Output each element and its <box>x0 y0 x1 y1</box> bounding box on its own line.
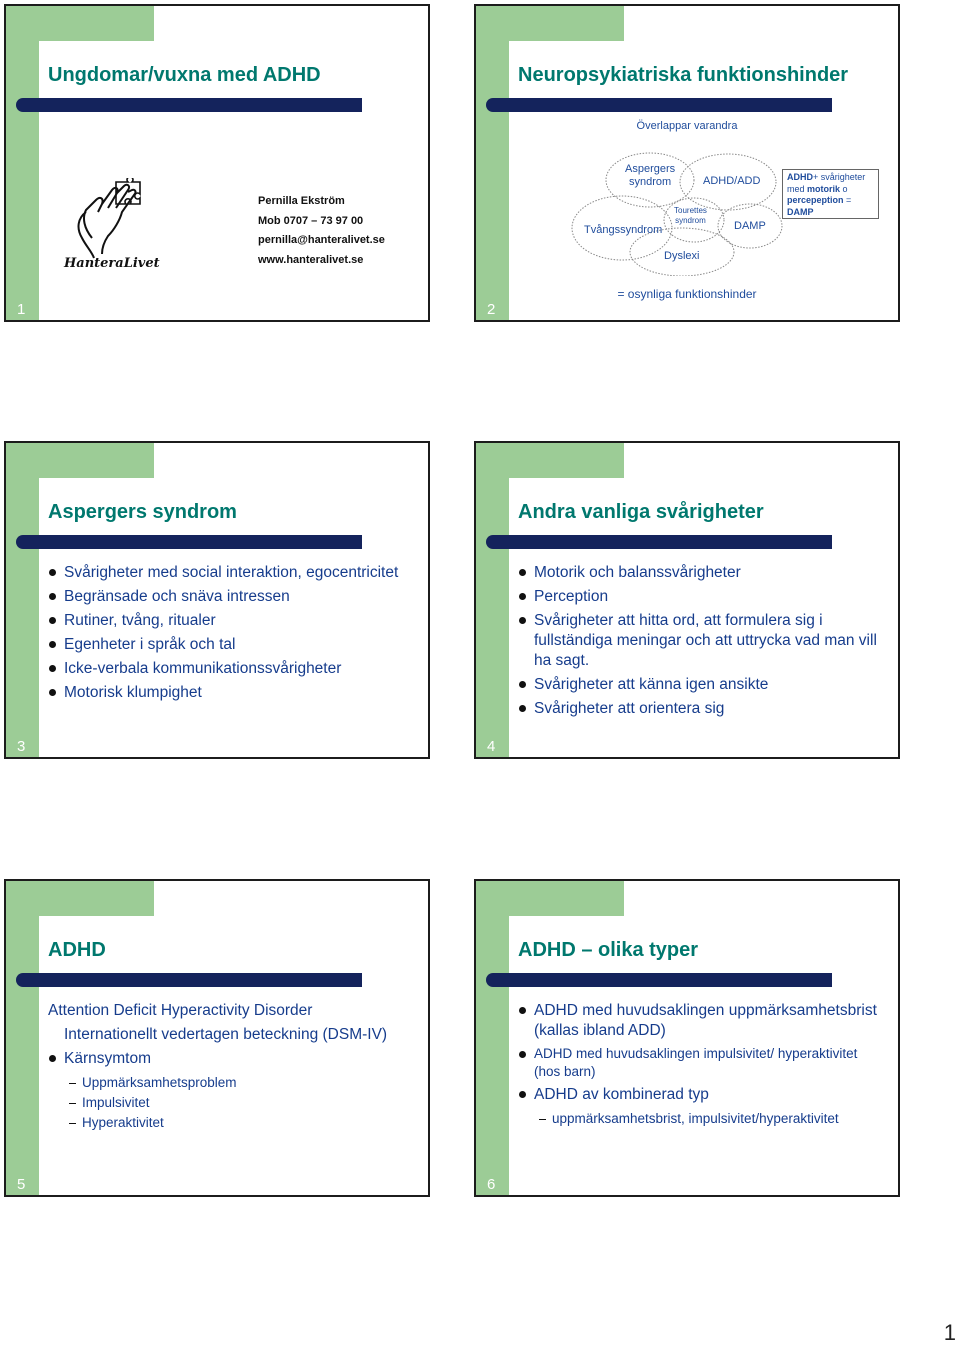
slide-number: 2 <box>487 301 496 318</box>
bullet-item: Svårigheter med social interaktion, egocentricitet <box>48 563 414 583</box>
box-line2-pre: med <box>787 183 808 194</box>
bullet-item: ADHD med huvudsaklingen impulsivitet/ hyperaktivitet (hos barn) <box>518 1045 884 1081</box>
venn-label-dyslexi: Dyslexi <box>664 250 700 262</box>
venn-label-aspergers: Aspergers syndrom <box>625 163 676 188</box>
slide-accent-left <box>6 881 39 1195</box>
slide-5 <box>4 879 430 1197</box>
slide-accent-left <box>476 6 509 320</box>
slide-number: 1 <box>17 301 26 318</box>
bullet-item: Rutiner, tvång, ritualer <box>48 611 414 631</box>
title-underline-bar <box>16 98 362 112</box>
venn-label-damp: DAMP <box>734 220 766 232</box>
slide-2 <box>474 4 900 322</box>
contact-phone: Mob 0707 – 73 97 00 <box>258 214 364 227</box>
slide-title: Andra vanliga svårigheter <box>518 501 764 523</box>
bullet-item: Svårigheter att känna igen ansikte <box>518 675 884 695</box>
venn-label-adhd-add: ADHD/ADD <box>703 175 761 187</box>
sub-bullet-item: Hyperaktivitet <box>48 1113 414 1133</box>
slide-accent-left <box>476 443 509 757</box>
slide-title: Ungdomar/vuxna med ADHD <box>48 64 321 86</box>
box-perception: percepeption <box>787 195 844 205</box>
title-underline-bar <box>16 973 362 987</box>
box-line3-rest: = <box>843 195 852 205</box>
hand-puzzle-logo-icon <box>68 178 144 262</box>
bullet-item: Svårigheter att orientera sig <box>518 699 884 719</box>
bullet-item: Kärnsymtom <box>48 1049 414 1069</box>
sub-bullet-item: Impulsivitet <box>48 1093 414 1113</box>
contact-name: Pernilla Ekström <box>258 195 345 207</box>
slide-title: ADHD <box>48 939 106 961</box>
slide-1 <box>4 4 430 322</box>
page-number: 1 <box>943 1320 956 1345</box>
slide-number: 4 <box>487 738 496 755</box>
slide-body <box>48 1001 414 1133</box>
contact-info <box>258 192 385 270</box>
title-underline-bar <box>486 973 832 987</box>
slide-body <box>48 563 414 707</box>
slide-accent-left <box>6 443 39 757</box>
slide-body <box>518 1001 884 1129</box>
damp-definition-box <box>782 169 879 219</box>
footer-note: = osynliga funktionshinder <box>617 287 757 301</box>
sub-bullet-item: uppmärksamhetsbrist, impulsivitet/hyperaktivitet <box>518 1109 884 1129</box>
slide-subtitle: Överlappar varandra <box>636 120 738 132</box>
bullet-item: Begränsade och snäva intressen <box>48 587 414 607</box>
contact-website-link[interactable]: www.hanteralivet.se <box>258 253 364 266</box>
box-motorik: motorik <box>807 183 841 194</box>
title-underline-bar <box>486 98 832 112</box>
slide-accent-left <box>6 6 39 320</box>
bullet-item: ADHD med huvudsaklingen uppmärksamhetsbrist (kallas ibland ADD) <box>518 1001 884 1041</box>
bullet-item: ADHD av kombinerad typ <box>518 1085 884 1105</box>
bullet-item: Motorik och balanssvårigheter <box>518 563 884 583</box>
logo-text: HanteraLivet <box>64 256 160 271</box>
title-underline-bar <box>16 535 362 549</box>
slide-accent-left <box>476 881 509 1195</box>
body-line: Internationellt vedertagen beteckning (DSM-IV) <box>64 1026 388 1043</box>
slide-number: 6 <box>487 1176 496 1193</box>
slide-number: 5 <box>17 1176 26 1193</box>
box-line1-rest: + svårigheter <box>813 172 866 182</box>
slide-title: Neuropsykiatriska funktionshinder <box>518 64 849 86</box>
slide-number: 3 <box>17 738 26 755</box>
slide-title: Aspergers syndrom <box>48 501 237 523</box>
box-adhd: ADHD <box>787 172 813 182</box>
slide-6 <box>474 879 900 1197</box>
venn-label-tourettes: Tourettes syndrom <box>674 206 707 225</box>
bullet-item: Icke-verbala kommunikationssvårigheter <box>48 659 414 679</box>
box-line2-rest: o <box>840 183 848 194</box>
body-line: Attention Deficit Hyperactivity Disorder <box>48 1002 313 1019</box>
bullet-item: Perception <box>518 587 884 607</box>
slide-title: ADHD – olika typer <box>518 939 699 961</box>
title-underline-bar <box>486 535 832 549</box>
slide-3 <box>4 441 430 759</box>
venn-label-tvangssyndrom: Tvångssyndrom <box>584 224 663 236</box>
sub-bullet-item: Uppmärksamhetsproblem <box>48 1073 414 1093</box>
slide-body <box>518 563 884 723</box>
bullet-item: Egenheter i språk och tal <box>48 635 414 655</box>
box-damp: DAMP <box>787 206 814 217</box>
slide-4 <box>474 441 900 759</box>
bullet-item: Svårigheter att hitta ord, att formulera sig i fullständiga meningar och att uttrycka vad man vill ha sagt. <box>518 611 884 671</box>
contact-email-link[interactable]: pernilla@hanteralivet.se <box>258 234 385 246</box>
bullet-item: Motorisk klumpighet <box>48 683 414 703</box>
